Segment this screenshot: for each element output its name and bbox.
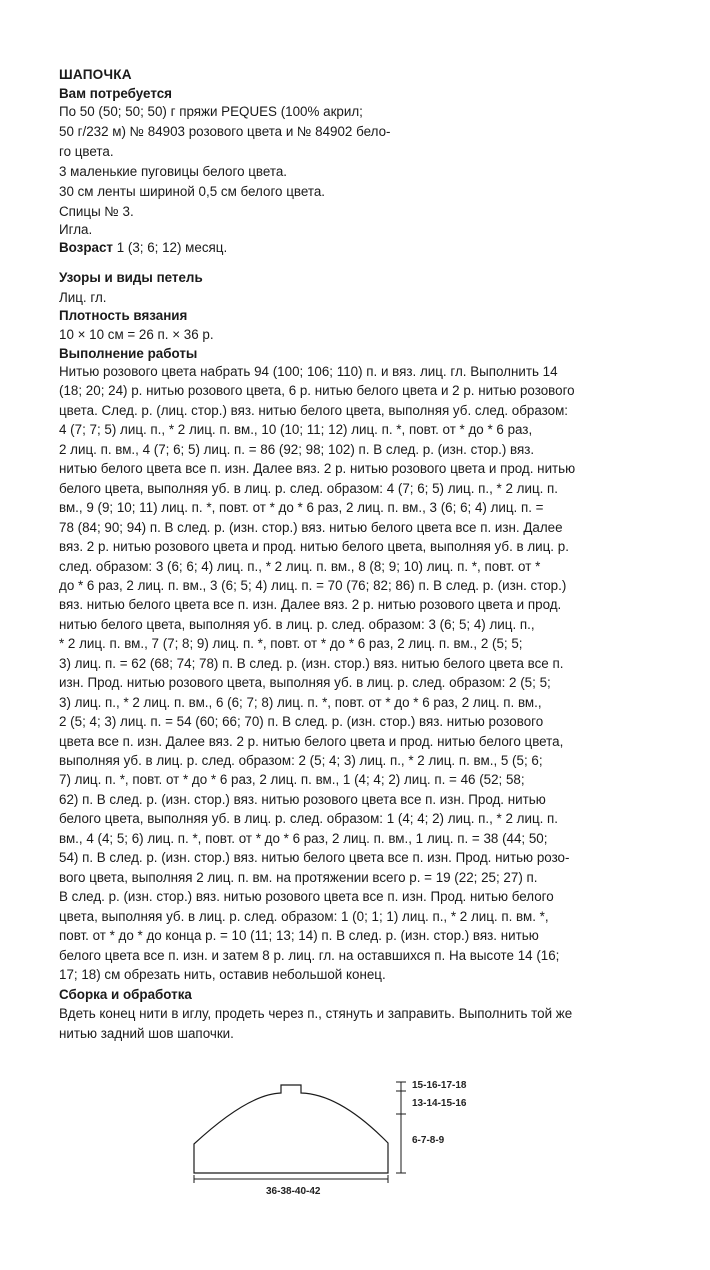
bottom-width-label: 36-38-40-42: [266, 1186, 321, 1197]
side-height-label: 6-7-8-9: [412, 1135, 445, 1146]
work-line: 4 (7; 7; 5) лиц. п., * 2 лиц. п. вм., 10 (10; 11; 12) лиц. п. *, повт. от * до * 6 раз,: [59, 422, 533, 437]
work-line: 2 лиц. п. вм., 4 (7; 6; 5) лиц. п. = 86 (92; 98; 102) п. В след. р. (изн. стор.) вяз.: [59, 442, 535, 457]
work-line: вм., 9 (9; 10; 11) лиц. п. *, повт. от * до * 6 раз, 2 лиц. п. вм., 3 (6; 6; 4) лиц. п. =: [59, 500, 544, 515]
hat-outline: [194, 1085, 388, 1173]
gauge-text: 10 × 10 см = 26 п. × 36 р.: [59, 327, 214, 342]
top-height-label: 13-14-15-16: [412, 1098, 467, 1109]
work-line: вяз. 2 р. нитью розового цвета и прод. нитью белого цвета, выполняя уб. в лиц. р.: [59, 539, 569, 554]
materials-line: Игла.: [59, 222, 93, 237]
work-heading: Выполнение работы: [59, 346, 198, 361]
work-line: вяз. нитью белого цвета все п. изн. Далее вяз. 2 р. нитью розового цвета и прод.: [59, 597, 562, 612]
gauge-heading: Плотность вязания: [59, 308, 188, 323]
page-title: ШАПОЧКА: [59, 67, 132, 82]
work-line: 3) лиц. п. = 62 (68; 74; 78) п. В след. р. (изн. стор.) вяз. нитью белого цвета все п.: [59, 656, 564, 671]
work-line: след. образом: 3 (6; 6; 4) лиц. п., * 2 лиц. п. вм., 8 (8; 9; 10) лиц. п. *, повт. от *: [59, 559, 541, 574]
work-line: 3) лиц. п., * 2 лиц. п. вм., 6 (6; 7; 8) лиц. п. *, повт. от * до * 6 раз, 2 лиц. п. вм.,: [59, 695, 542, 710]
work-line: вого цвета, выполняя 2 лиц. п. вм. на протяжении всего р. = 19 (22; 25; 27) п.: [59, 870, 538, 885]
patterns-heading: Узоры и виды петель: [59, 270, 203, 285]
materials-line: 3 маленькие пуговицы белого цвета.: [59, 164, 288, 179]
assembly-line: нитью задний шов шапочки.: [59, 1026, 234, 1041]
work-line: 17; 18) см обрезать нить, оставив небольшой конец.: [59, 967, 386, 982]
top-width-label: 15-16-17-18: [412, 1080, 467, 1091]
patterns-text: Лиц. гл.: [59, 290, 107, 305]
work-line: 2 (5; 4; 3) лиц. п. = 54 (60; 66; 70) п. В след. р. (изн. стор.) вяз. нитью розового: [59, 714, 544, 729]
work-line: В след. р. (изн. стор.) вяз. нитью розового цвета все п. изн. Прод. нитью белого: [59, 889, 554, 904]
age-label: Возраст: [59, 240, 113, 255]
assembly-heading: Сборка и обработка: [59, 987, 192, 1002]
work-line: * 2 лиц. п. вм., 7 (7; 8; 9) лиц. п. *, повт. от * до * 6 раз, 2 лиц. п. вм., 2 (5; 5;: [59, 636, 523, 651]
work-line: Нитью розового цвета набрать 94 (100; 106; 110) п. и вяз. лиц. гл. Выполнить 14: [59, 364, 558, 379]
work-line: нитью белого цвета все п. изн. Далее вяз. 2 р. нитью розового цвета и прод. нитью: [59, 461, 576, 476]
work-line: 62) п. В след. р. (изн. стор.) вяз. нитью розового цвета все п. изн. Прод. нитью: [59, 792, 546, 807]
age-value: 1 (3; 6; 12) месяц.: [116, 240, 228, 255]
materials-line: го цвета.: [59, 144, 114, 159]
materials-line: Спицы № 3.: [59, 204, 134, 219]
work-line: цвета, выполняя уб. в лиц. р. след. образом: 1 (0; 1; 1) лиц. п., * 2 лиц. п. вм. *,: [59, 909, 549, 924]
work-line: нитью белого цвета, выполняя уб. в лиц. р. след. образом: 3 (6; 5; 4) лиц. п.,: [59, 617, 535, 632]
work-line: белого цвета, выполняя уб. в лиц. р. след. образом: 4 (7; 6; 5) лиц. п., * 2 лиц. п.: [59, 481, 559, 496]
assembly-line: Вдеть конец нити в иглу, продеть через п., стянуть и заправить. Выполнить той же: [59, 1006, 573, 1021]
materials-heading: Вам потребуется: [59, 86, 172, 101]
work-line: до * 6 раз, 2 лиц. п. вм., 3 (6; 5; 4) лиц. п. = 70 (76; 82; 86) п. В след. р. (изн. стор.): [59, 578, 567, 593]
work-line: белого цвета, выполняя уб. в лиц. р. след. образом: 1 (4; 4; 2) лиц. п., * 2 лиц. п.: [59, 811, 559, 826]
materials-line: 50 г/232 м) № 84903 розового цвета и № 84902 бело-: [59, 124, 391, 139]
work-line: изн. Прод. нитью розового цвета, выполняя уб. в лиц. р. след. образом: 2 (5; 5;: [59, 675, 551, 690]
materials-line: 30 см ленты шириной 0,5 см белого цвета.: [59, 184, 325, 199]
work-line: вм., 4 (4; 5; 6) лиц. п. *, повт. от * до * 6 раз, 2 лиц. п. вм., 1 лиц. п. = 38 (44; 50;: [59, 831, 548, 846]
work-line: цвета все п. изн. Далее вяз. 2 р. нитью белого цвета и прод. нитью белого цвета,: [59, 734, 564, 749]
work-line: цвета. След. р. (лиц. стор.) вяз. нитью белого цвета, выполняя уб. след. образом:: [59, 403, 569, 418]
work-line: выполняя уб. в лиц. р. след. образом: 2 (5; 4; 3) лиц. п., * 2 лиц. п. вм., 5 (5; 6;: [59, 753, 543, 768]
work-line: белого цвета все п. изн. и затем 8 р. лиц. гл. на оставшихся п. На высоте 14 (16;: [59, 948, 560, 963]
materials-line: По 50 (50; 50; 50) г пряжи PEQUES (100% акрил;: [59, 104, 363, 119]
work-line: 54) п. В след. р. (изн. стор.) вяз. нитью белого цвета все п. изн. Прод. нитью розо-: [59, 850, 570, 865]
work-line: повт. от * до * до конца р. = 10 (11; 13; 14) п. В след. р. (изн. стор.) вяз. нитью: [59, 928, 539, 943]
work-line: (18; 20; 24) р. нитью розового цвета, 6 р. нитью белого цвета и 2 р. нитью розового: [59, 383, 575, 398]
work-line: 7) лиц. п. *, повт. от * до * 6 раз, 2 лиц. п. вм., 1 (4; 4; 2) лиц. п. = 46 (52; 58;: [59, 772, 525, 787]
work-line: 78 (84; 90; 94) п. В след. р. (изн. стор.) вяз. нитью белого цвета все п. изн. Далее: [59, 520, 563, 535]
